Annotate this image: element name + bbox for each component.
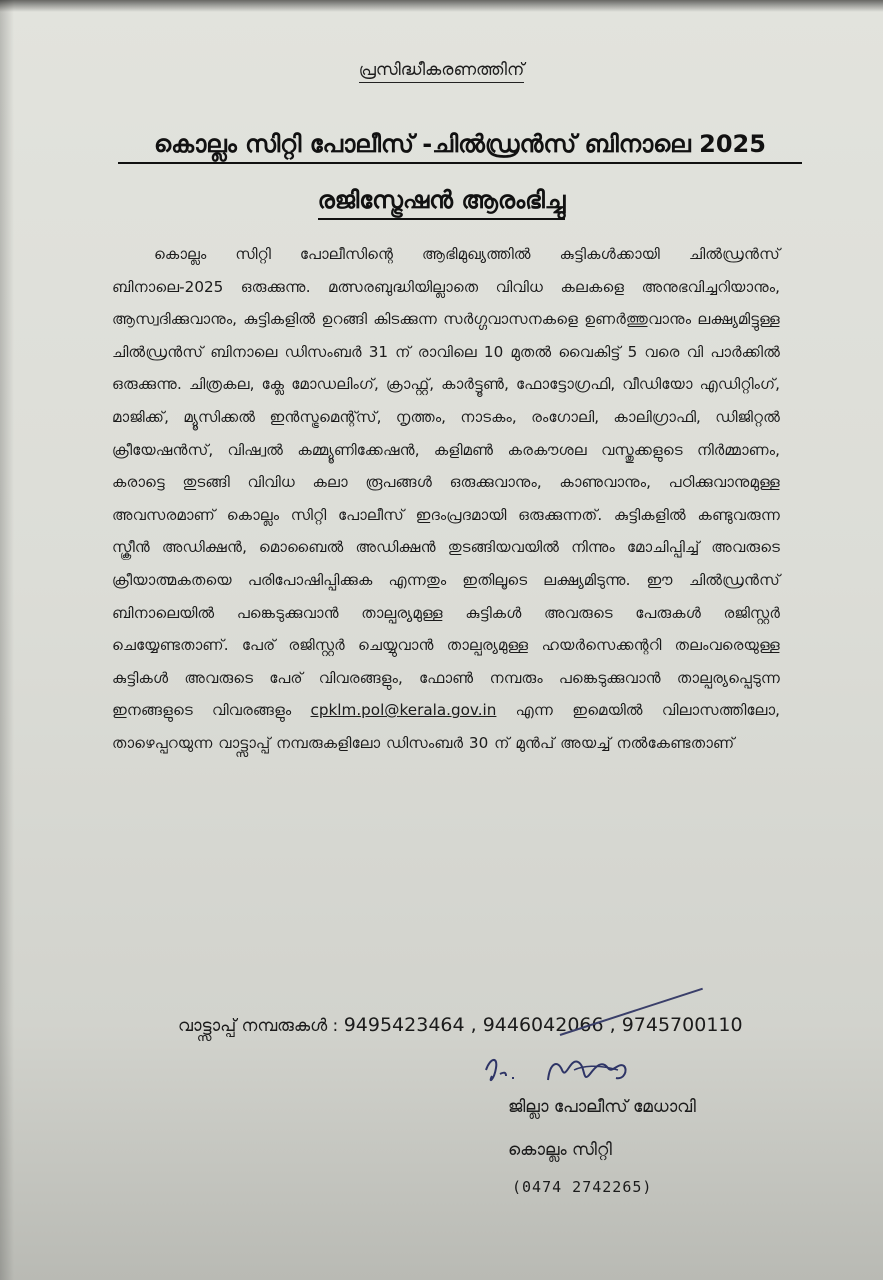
caption-text: പ്രസിദ്ധീകരണത്തിന് (359, 60, 525, 83)
signatory-city: കൊല്ലം സിറ്റി (508, 1140, 612, 1160)
page-top-edge (0, 0, 883, 12)
body-text-main: കൊല്ലം സിറ്റി പോലീസിന്റെ ആഭിമുഖ്യത്തിൽ കുട്ടികൾക്കായി ചിൽഡ്രൻസ് ബിനാലെ-2025 ഒരുക്കുന്നു. മത്സരബുദ്ധിയില്ലാതെ വിവിധ കലകളെ അനുഭവിച്ചറിയാനും, ആസ്വദിക്കുവാനും, കുട്ടികളിൽ ഉറങ്ങി കിടക്കുന്ന സർഗ്ഗവാസനകളെ ഉണർത്തുവാനും ലക്ഷ്യമിട്ടുള്ള ചിൽഡ്രൻസ് ബിനാലെ ഡിസംബർ 31 ന് രാവിലെ 10 മുതൽ വൈകിട്ട് 5 വരെ വി പാർക്കിൽ ഒരുക്കുന്നു. ചിത്രകല, ക്ലേ മോഡലിംഗ്, ക്രാഫ്റ്റ്, കാർട്ടൂൺ, ഫോട്ടോഗ്രഫി, വീഡിയോ എഡിറ്റിംഗ്, മാജിക്ക്, മ്യൂസിക്കൽ ഇൻസ്ട്രമെന്റ്സ്, നൃത്തം, നാടകം, രംഗോലി, കാലിഗ്രാഫി, ഡിജിറ്റൽ ക്രീയേഷൻസ്, വിഷ്വൽ കമ്മ്യൂണിക്കേഷൻ, കളിമൺ കരകൗശല വസ്തുക്കളുടെ നിർമ്മാണം, കരാട്ടെ തുടങ്ങി വിവിധ കലാ രൂപങ്ങൾ ഒരുക്കുവാനും, കാണുവാനും, പഠിക്കുവാനുമുള്ള അവസരമാണ് കൊല്ലം സിറ്റി പോലീസ് ഇദംപ്രദമായി ഒരുക്കുന്നത്. കുട്ടികളിൽ കണ്ടുവരുന്ന സ്ക്രീൻ അഡിക്ഷൻ, മൊബൈൽ അഡിക്ഷൻ തുടങ്ങിയവയിൽ നിന്നും മോചിപ്പിച്ച് അവരുടെ ക്രീയാത്മകതയെ പരിപോഷിപ്പിക്കുക എന്നതും ഇതിലൂടെ ലക്ഷ്യമിടുന്നു. ഈ ചിൽഡ്രൻസ് ബിനാലെയിൽ പങ്കെടുക്കുവാൻ താല്പര്യമുള്ള കുട്ടികൾ അവരുടെ പേരുകൾ രജിസ്റ്റർ ചെയ്യേണ്ടതാണ്. പേര് രജിസ്റ്റർ ചെയ്യുവാൻ താല്പര്യമുള്ള ഹയർസെക്കന്ററി തലംവരെയുള്ള കുട്ടികൾ അവരുടെ പേര് വിവരങ്ങളും, ഫോൺ നമ്പരും പങ്കെടുക്കുവാൻ താല്പര്യപ്പെടുന്ന ഇനങ്ങളുടെ വിവരങ്ങളും (112, 245, 780, 720)
signatory-phone: (0474 2742265) (512, 1178, 653, 1196)
whatsapp-contact (178, 1014, 818, 1036)
document-subtitle (0, 186, 883, 214)
publication-caption (0, 60, 883, 80)
subtitle-text: രജിസ്ട്രേഷൻ ആരംഭിച്ചു (318, 186, 566, 220)
signature-mark (478, 1040, 678, 1100)
whatsapp-label: വാട്ട്സാപ്പ് നമ്പരുകൾ : (178, 1016, 339, 1036)
signatory-title: ജില്ലാ പോലീസ് മേധാവി (508, 1097, 696, 1117)
body-paragraph (112, 238, 780, 760)
body-text-end: എന്ന ഇമെയിൽ വിലാസത്തിലോ, താഴെപ്പറയുന്ന വാട്ട്സാപ്പ് നമ്പരുകളിലോ ഡിസംബർ 30 ന് മുൻപ് അയച്ച് നൽകേണ്ടതാണ് (112, 701, 780, 752)
document-title: കൊല്ലം സിറ്റി പോലീസ് -ചിൽഡ്രൻസ് ബിനാലെ 2025 (118, 130, 802, 164)
whatsapp-numbers: 9495423464 , 9446042066 , 9745700110 (343, 1014, 743, 1036)
email-link[interactable]: cpklm.pol@kerala.gov.in (310, 701, 497, 720)
